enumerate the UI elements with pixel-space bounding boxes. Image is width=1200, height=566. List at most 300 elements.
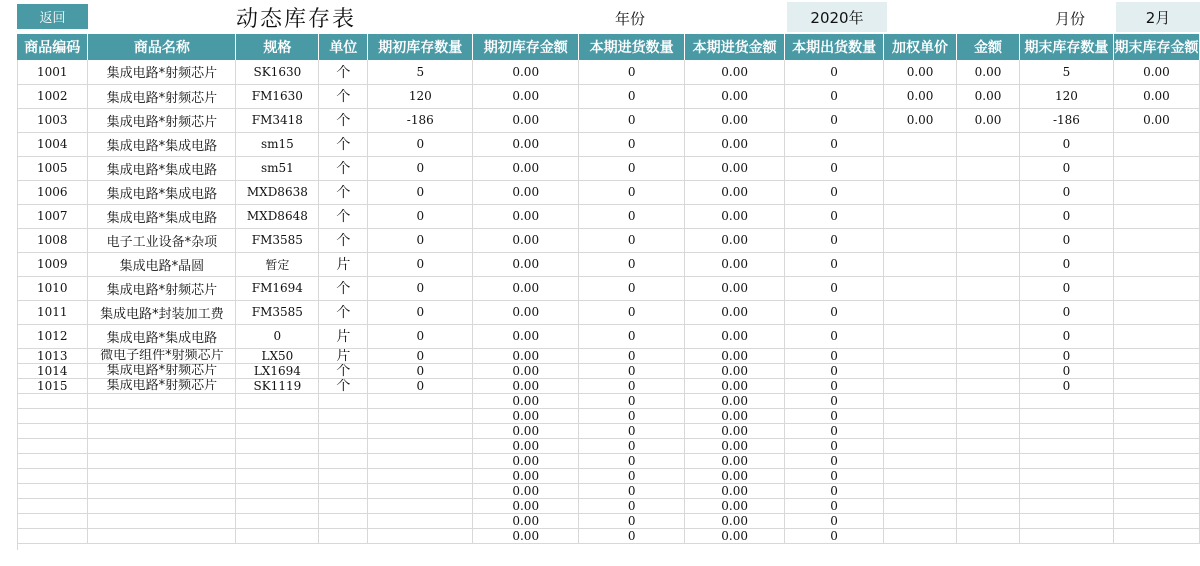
- cell-purchase-amount[interactable]: 0.00: [685, 453, 785, 468]
- cell-purchase-qty[interactable]: 0: [579, 108, 685, 132]
- cell-closing-amount[interactable]: [1113, 324, 1199, 348]
- cell-weighted-price[interactable]: [884, 300, 957, 324]
- cell-unit[interactable]: [319, 408, 368, 423]
- cell-opening-qty[interactable]: 0: [368, 132, 473, 156]
- table-row[interactable]: [17, 408, 1200, 423]
- cell-unit[interactable]: 个: [319, 204, 368, 228]
- cell-closing-amount[interactable]: [1113, 228, 1199, 252]
- cell-spec[interactable]: LX50: [236, 348, 319, 363]
- cell-closing-qty[interactable]: [1019, 423, 1113, 438]
- cell-name[interactable]: [88, 513, 236, 528]
- cell-closing-amount[interactable]: [1113, 453, 1199, 468]
- cell-purchase-qty[interactable]: 0: [579, 363, 685, 378]
- cell-shipment-qty[interactable]: 0: [785, 324, 884, 348]
- cell-code[interactable]: 1007: [17, 204, 88, 228]
- cell-spec[interactable]: [236, 513, 319, 528]
- cell-closing-amount[interactable]: [1113, 204, 1199, 228]
- col-header-spec[interactable]: 规格: [236, 34, 319, 60]
- cell-spec[interactable]: [236, 528, 319, 543]
- cell-purchase-qty[interactable]: 0: [579, 60, 685, 84]
- cell-unit[interactable]: 个: [319, 84, 368, 108]
- cell-purchase-amount[interactable]: 0.00: [685, 468, 785, 483]
- cell-closing-qty[interactable]: 0: [1019, 204, 1113, 228]
- cell-amount[interactable]: [957, 156, 1020, 180]
- table-row[interactable]: [17, 453, 1200, 468]
- cell-opening-amount[interactable]: 0.00: [473, 468, 579, 483]
- cell-name[interactable]: 集成电路*封装加工费: [88, 300, 236, 324]
- cell-closing-qty[interactable]: -186: [1019, 108, 1113, 132]
- cell-purchase-qty[interactable]: 0: [579, 528, 685, 543]
- cell-spec[interactable]: MXD8638: [236, 180, 319, 204]
- cell-name[interactable]: 集成电路*晶圆: [88, 252, 236, 276]
- cell-amount[interactable]: [957, 132, 1020, 156]
- cell-spec[interactable]: SK1119: [236, 378, 319, 393]
- cell-amount[interactable]: [957, 378, 1020, 393]
- cell-purchase-qty[interactable]: 0: [579, 453, 685, 468]
- table-row[interactable]: [17, 108, 1200, 132]
- cell-opening-qty[interactable]: 0: [368, 252, 473, 276]
- cell-purchase-qty[interactable]: 0: [579, 513, 685, 528]
- col-header-opening-amount[interactable]: 期初库存金额: [473, 34, 579, 60]
- cell-unit[interactable]: 个: [319, 132, 368, 156]
- cell-name[interactable]: [88, 408, 236, 423]
- cell-opening-qty[interactable]: [368, 423, 473, 438]
- col-header-purchase-amount[interactable]: 本期进货金额: [685, 34, 785, 60]
- cell-opening-amount[interactable]: 0.00: [473, 438, 579, 453]
- table-row[interactable]: [17, 498, 1200, 513]
- cell-spec[interactable]: [236, 393, 319, 408]
- cell-purchase-amount[interactable]: 0.00: [685, 60, 785, 84]
- cell-opening-amount[interactable]: 0.00: [473, 423, 579, 438]
- cell-name[interactable]: 微电子组件*射频芯片: [88, 348, 236, 363]
- table-row[interactable]: [17, 468, 1200, 483]
- cell-closing-amount[interactable]: [1113, 423, 1199, 438]
- cell-closing-qty[interactable]: [1019, 393, 1113, 408]
- cell-unit[interactable]: [319, 438, 368, 453]
- table-row[interactable]: [17, 378, 1200, 393]
- cell-closing-amount[interactable]: 0.00: [1113, 84, 1199, 108]
- cell-spec[interactable]: FM1694: [236, 276, 319, 300]
- cell-purchase-amount[interactable]: 0.00: [685, 300, 785, 324]
- cell-purchase-qty[interactable]: 0: [579, 204, 685, 228]
- cell-unit[interactable]: [319, 423, 368, 438]
- table-row[interactable]: [17, 132, 1200, 156]
- cell-opening-qty[interactable]: [368, 483, 473, 498]
- table-row[interactable]: [17, 363, 1200, 378]
- cell-shipment-qty[interactable]: 0: [785, 108, 884, 132]
- cell-code[interactable]: [17, 528, 88, 543]
- cell-closing-qty[interactable]: 0: [1019, 156, 1113, 180]
- cell-amount[interactable]: [957, 513, 1020, 528]
- cell-code[interactable]: 1004: [17, 132, 88, 156]
- table-row[interactable]: [17, 528, 1200, 543]
- cell-name[interactable]: 集成电路*射频芯片: [88, 276, 236, 300]
- cell-closing-qty[interactable]: [1019, 468, 1113, 483]
- cell-spec[interactable]: [236, 468, 319, 483]
- cell-purchase-amount[interactable]: 0.00: [685, 393, 785, 408]
- cell-amount[interactable]: [957, 468, 1020, 483]
- cell-opening-qty[interactable]: 0: [368, 300, 473, 324]
- cell-purchase-qty[interactable]: 0: [579, 156, 685, 180]
- cell-purchase-qty[interactable]: 0: [579, 180, 685, 204]
- cell-code[interactable]: 1015: [17, 378, 88, 393]
- cell-weighted-price[interactable]: [884, 324, 957, 348]
- cell-closing-amount[interactable]: 0.00: [1113, 108, 1199, 132]
- cell-closing-qty[interactable]: 0: [1019, 276, 1113, 300]
- cell-closing-qty[interactable]: [1019, 408, 1113, 423]
- cell-shipment-qty[interactable]: 0: [785, 252, 884, 276]
- cell-code[interactable]: [17, 393, 88, 408]
- cell-weighted-price[interactable]: 0.00: [884, 60, 957, 84]
- cell-weighted-price[interactable]: 0.00: [884, 84, 957, 108]
- cell-weighted-price[interactable]: [884, 483, 957, 498]
- cell-code[interactable]: 1003: [17, 108, 88, 132]
- cell-shipment-qty[interactable]: 0: [785, 468, 884, 483]
- cell-amount[interactable]: [957, 252, 1020, 276]
- cell-purchase-amount[interactable]: 0.00: [685, 156, 785, 180]
- cell-unit[interactable]: 个: [319, 108, 368, 132]
- col-header-closing-qty[interactable]: 期末库存数量: [1019, 34, 1113, 60]
- cell-purchase-amount[interactable]: 0.00: [685, 276, 785, 300]
- cell-code[interactable]: [17, 423, 88, 438]
- cell-purchase-amount[interactable]: 0.00: [685, 438, 785, 453]
- cell-unit[interactable]: 个: [319, 228, 368, 252]
- cell-unit[interactable]: 个: [319, 60, 368, 84]
- cell-opening-qty[interactable]: 0: [368, 348, 473, 363]
- cell-weighted-price[interactable]: [884, 468, 957, 483]
- cell-name[interactable]: 集成电路*集成电路: [88, 156, 236, 180]
- cell-shipment-qty[interactable]: 0: [785, 180, 884, 204]
- cell-unit[interactable]: 片: [319, 348, 368, 363]
- cell-closing-amount[interactable]: [1113, 513, 1199, 528]
- cell-purchase-qty[interactable]: 0: [579, 348, 685, 363]
- table-row[interactable]: [17, 180, 1200, 204]
- table-row[interactable]: [17, 348, 1200, 363]
- cell-closing-qty[interactable]: [1019, 483, 1113, 498]
- cell-purchase-amount[interactable]: 0.00: [685, 423, 785, 438]
- cell-spec[interactable]: MXD8648: [236, 204, 319, 228]
- cell-opening-qty[interactable]: 0: [368, 363, 473, 378]
- cell-closing-qty[interactable]: 0: [1019, 363, 1113, 378]
- cell-opening-amount[interactable]: 0.00: [473, 132, 579, 156]
- cell-opening-amount[interactable]: 0.00: [473, 324, 579, 348]
- cell-code[interactable]: [17, 438, 88, 453]
- cell-purchase-amount[interactable]: 0.00: [685, 528, 785, 543]
- table-row[interactable]: [17, 276, 1200, 300]
- cell-weighted-price[interactable]: [884, 228, 957, 252]
- cell-purchase-amount[interactable]: 0.00: [685, 498, 785, 513]
- cell-closing-qty[interactable]: 0: [1019, 324, 1113, 348]
- cell-spec[interactable]: sm15: [236, 132, 319, 156]
- cell-purchase-amount[interactable]: 0.00: [685, 84, 785, 108]
- cell-opening-amount[interactable]: 0.00: [473, 204, 579, 228]
- cell-opening-qty[interactable]: [368, 408, 473, 423]
- cell-purchase-amount[interactable]: 0.00: [685, 204, 785, 228]
- cell-amount[interactable]: [957, 180, 1020, 204]
- cell-opening-qty[interactable]: 0: [368, 156, 473, 180]
- cell-opening-amount[interactable]: 0.00: [473, 228, 579, 252]
- cell-opening-amount[interactable]: 0.00: [473, 60, 579, 84]
- cell-shipment-qty[interactable]: 0: [785, 393, 884, 408]
- cell-unit[interactable]: [319, 393, 368, 408]
- cell-opening-amount[interactable]: 0.00: [473, 108, 579, 132]
- cell-amount[interactable]: 0.00: [957, 84, 1020, 108]
- cell-code[interactable]: 1008: [17, 228, 88, 252]
- cell-unit[interactable]: 个: [319, 378, 368, 393]
- cell-weighted-price[interactable]: [884, 348, 957, 363]
- cell-code[interactable]: 1013: [17, 348, 88, 363]
- cell-code[interactable]: 1012: [17, 324, 88, 348]
- cell-opening-qty[interactable]: 0: [368, 228, 473, 252]
- cell-amount[interactable]: [957, 348, 1020, 363]
- cell-opening-amount[interactable]: 0.00: [473, 528, 579, 543]
- cell-name[interactable]: [88, 438, 236, 453]
- cell-shipment-qty[interactable]: 0: [785, 132, 884, 156]
- table-row[interactable]: [17, 423, 1200, 438]
- cell-unit[interactable]: 个: [319, 363, 368, 378]
- col-header-shipment-qty[interactable]: 本期出货数量: [785, 34, 884, 60]
- cell-opening-qty[interactable]: 120: [368, 84, 473, 108]
- table-row[interactable]: [17, 252, 1200, 276]
- cell-closing-amount[interactable]: [1113, 300, 1199, 324]
- cell-weighted-price[interactable]: [884, 528, 957, 543]
- cell-code[interactable]: 1001: [17, 60, 88, 84]
- cell-name[interactable]: [88, 498, 236, 513]
- cell-closing-amount[interactable]: [1113, 438, 1199, 453]
- cell-opening-qty[interactable]: [368, 513, 473, 528]
- cell-amount[interactable]: [957, 324, 1020, 348]
- cell-shipment-qty[interactable]: 0: [785, 156, 884, 180]
- cell-amount[interactable]: [957, 423, 1020, 438]
- cell-spec[interactable]: FM1630: [236, 84, 319, 108]
- cell-opening-qty[interactable]: [368, 438, 473, 453]
- cell-opening-qty[interactable]: 0: [368, 324, 473, 348]
- cell-amount[interactable]: [957, 498, 1020, 513]
- cell-opening-amount[interactable]: 0.00: [473, 252, 579, 276]
- cell-name[interactable]: 集成电路*集成电路: [88, 180, 236, 204]
- cell-spec[interactable]: [236, 438, 319, 453]
- cell-weighted-price[interactable]: [884, 156, 957, 180]
- cell-closing-amount[interactable]: [1113, 132, 1199, 156]
- cell-opening-qty[interactable]: 0: [368, 180, 473, 204]
- cell-purchase-amount[interactable]: 0.00: [685, 513, 785, 528]
- cell-shipment-qty[interactable]: 0: [785, 228, 884, 252]
- cell-shipment-qty[interactable]: 0: [785, 408, 884, 423]
- cell-unit[interactable]: 个: [319, 180, 368, 204]
- cell-spec[interactable]: FM3585: [236, 300, 319, 324]
- cell-weighted-price[interactable]: [884, 204, 957, 228]
- cell-unit[interactable]: [319, 483, 368, 498]
- cell-amount[interactable]: [957, 438, 1020, 453]
- cell-closing-amount[interactable]: [1113, 348, 1199, 363]
- cell-opening-qty[interactable]: 0: [368, 204, 473, 228]
- cell-purchase-amount[interactable]: 0.00: [685, 378, 785, 393]
- cell-shipment-qty[interactable]: 0: [785, 513, 884, 528]
- cell-amount[interactable]: [957, 300, 1020, 324]
- cell-spec[interactable]: sm51: [236, 156, 319, 180]
- cell-code[interactable]: [17, 483, 88, 498]
- cell-closing-amount[interactable]: [1113, 252, 1199, 276]
- cell-name[interactable]: [88, 528, 236, 543]
- cell-shipment-qty[interactable]: 0: [785, 423, 884, 438]
- cell-closing-amount[interactable]: [1113, 378, 1199, 393]
- cell-code[interactable]: 1006: [17, 180, 88, 204]
- cell-amount[interactable]: [957, 276, 1020, 300]
- table-row[interactable]: [17, 84, 1200, 108]
- cell-unit[interactable]: [319, 468, 368, 483]
- cell-name[interactable]: [88, 393, 236, 408]
- back-button[interactable]: 返回: [17, 4, 88, 29]
- col-header-purchase-qty[interactable]: 本期进货数量: [579, 34, 685, 60]
- cell-spec[interactable]: SK1630: [236, 60, 319, 84]
- cell-code[interactable]: 1011: [17, 300, 88, 324]
- cell-code[interactable]: 1002: [17, 84, 88, 108]
- cell-opening-amount[interactable]: 0.00: [473, 453, 579, 468]
- table-row[interactable]: [17, 483, 1200, 498]
- cell-spec[interactable]: [236, 483, 319, 498]
- cell-name[interactable]: 集成电路*射频芯片: [88, 363, 236, 378]
- cell-amount[interactable]: [957, 483, 1020, 498]
- cell-spec[interactable]: LX1694: [236, 363, 319, 378]
- cell-closing-qty[interactable]: 0: [1019, 378, 1113, 393]
- cell-purchase-amount[interactable]: 0.00: [685, 132, 785, 156]
- cell-opening-amount[interactable]: 0.00: [473, 156, 579, 180]
- cell-shipment-qty[interactable]: 0: [785, 276, 884, 300]
- cell-unit[interactable]: 个: [319, 300, 368, 324]
- cell-closing-qty[interactable]: [1019, 453, 1113, 468]
- col-header-code[interactable]: 商品编码: [17, 34, 88, 60]
- cell-spec[interactable]: [236, 453, 319, 468]
- cell-closing-qty[interactable]: 0: [1019, 348, 1113, 363]
- cell-weighted-price[interactable]: [884, 363, 957, 378]
- cell-weighted-price[interactable]: [884, 132, 957, 156]
- cell-purchase-amount[interactable]: 0.00: [685, 363, 785, 378]
- cell-name[interactable]: [88, 483, 236, 498]
- cell-purchase-amount[interactable]: 0.00: [685, 228, 785, 252]
- cell-closing-qty[interactable]: 5: [1019, 60, 1113, 84]
- cell-shipment-qty[interactable]: 0: [785, 438, 884, 453]
- cell-amount[interactable]: [957, 363, 1020, 378]
- cell-shipment-qty[interactable]: 0: [785, 60, 884, 84]
- cell-closing-qty[interactable]: 0: [1019, 252, 1113, 276]
- cell-opening-qty[interactable]: [368, 468, 473, 483]
- month-selector[interactable]: 2月: [1116, 2, 1200, 32]
- cell-shipment-qty[interactable]: 0: [785, 528, 884, 543]
- cell-weighted-price[interactable]: [884, 378, 957, 393]
- cell-closing-amount[interactable]: [1113, 528, 1199, 543]
- cell-closing-qty[interactable]: [1019, 498, 1113, 513]
- cell-weighted-price[interactable]: [884, 453, 957, 468]
- cell-weighted-price[interactable]: [884, 423, 957, 438]
- table-row[interactable]: [17, 204, 1200, 228]
- cell-weighted-price[interactable]: [884, 498, 957, 513]
- cell-spec[interactable]: [236, 408, 319, 423]
- cell-purchase-qty[interactable]: 0: [579, 378, 685, 393]
- cell-weighted-price[interactable]: [884, 438, 957, 453]
- cell-amount[interactable]: [957, 204, 1020, 228]
- cell-unit[interactable]: 个: [319, 276, 368, 300]
- cell-opening-amount[interactable]: 0.00: [473, 348, 579, 363]
- cell-spec[interactable]: [236, 423, 319, 438]
- cell-closing-qty[interactable]: 0: [1019, 132, 1113, 156]
- cell-name[interactable]: 集成电路*集成电路: [88, 204, 236, 228]
- cell-purchase-qty[interactable]: 0: [579, 483, 685, 498]
- cell-closing-amount[interactable]: [1113, 393, 1199, 408]
- cell-purchase-qty[interactable]: 0: [579, 324, 685, 348]
- cell-purchase-amount[interactable]: 0.00: [685, 408, 785, 423]
- cell-spec[interactable]: [236, 498, 319, 513]
- cell-shipment-qty[interactable]: 0: [785, 363, 884, 378]
- cell-amount[interactable]: 0.00: [957, 60, 1020, 84]
- cell-code[interactable]: [17, 513, 88, 528]
- table-row[interactable]: [17, 513, 1200, 528]
- col-header-amount[interactable]: 金额: [957, 34, 1020, 60]
- cell-weighted-price[interactable]: 0.00: [884, 108, 957, 132]
- cell-unit[interactable]: 片: [319, 324, 368, 348]
- cell-closing-qty[interactable]: [1019, 438, 1113, 453]
- cell-opening-qty[interactable]: -186: [368, 108, 473, 132]
- cell-name[interactable]: [88, 423, 236, 438]
- cell-shipment-qty[interactable]: 0: [785, 204, 884, 228]
- cell-code[interactable]: 1010: [17, 276, 88, 300]
- col-header-unit[interactable]: 单位: [319, 34, 368, 60]
- cell-unit[interactable]: [319, 453, 368, 468]
- cell-name[interactable]: 集成电路*射频芯片: [88, 60, 236, 84]
- cell-code[interactable]: [17, 498, 88, 513]
- cell-name[interactable]: 集成电路*射频芯片: [88, 108, 236, 132]
- cell-amount[interactable]: [957, 393, 1020, 408]
- table-row[interactable]: [17, 393, 1200, 408]
- cell-closing-amount[interactable]: [1113, 498, 1199, 513]
- cell-opening-amount[interactable]: 0.00: [473, 84, 579, 108]
- cell-name[interactable]: 集成电路*集成电路: [88, 324, 236, 348]
- cell-code[interactable]: [17, 408, 88, 423]
- table-row[interactable]: [17, 300, 1200, 324]
- cell-opening-amount[interactable]: 0.00: [473, 498, 579, 513]
- cell-opening-amount[interactable]: 0.00: [473, 483, 579, 498]
- table-row[interactable]: [17, 324, 1200, 348]
- cell-name[interactable]: [88, 453, 236, 468]
- cell-closing-amount[interactable]: [1113, 363, 1199, 378]
- cell-purchase-qty[interactable]: 0: [579, 84, 685, 108]
- cell-unit[interactable]: 片: [319, 252, 368, 276]
- cell-opening-amount[interactable]: 0.00: [473, 180, 579, 204]
- cell-name[interactable]: [88, 468, 236, 483]
- cell-opening-qty[interactable]: 0: [368, 378, 473, 393]
- cell-opening-amount[interactable]: 0.00: [473, 513, 579, 528]
- table-row[interactable]: [17, 438, 1200, 453]
- cell-closing-amount[interactable]: [1113, 276, 1199, 300]
- col-header-name[interactable]: 商品名称: [88, 34, 236, 60]
- col-header-opening-qty[interactable]: 期初库存数量: [368, 34, 473, 60]
- cell-code[interactable]: [17, 468, 88, 483]
- cell-shipment-qty[interactable]: 0: [785, 498, 884, 513]
- cell-weighted-price[interactable]: [884, 252, 957, 276]
- cell-code[interactable]: 1014: [17, 363, 88, 378]
- cell-weighted-price[interactable]: [884, 393, 957, 408]
- cell-opening-amount[interactable]: 0.00: [473, 393, 579, 408]
- col-header-weighted-price[interactable]: 加权单价: [884, 34, 957, 60]
- table-row[interactable]: [17, 228, 1200, 252]
- table-row[interactable]: [17, 60, 1200, 84]
- cell-opening-amount[interactable]: 0.00: [473, 276, 579, 300]
- cell-purchase-amount[interactable]: 0.00: [685, 483, 785, 498]
- cell-opening-amount[interactable]: 0.00: [473, 408, 579, 423]
- cell-weighted-price[interactable]: [884, 180, 957, 204]
- cell-unit[interactable]: [319, 498, 368, 513]
- cell-opening-qty[interactable]: 0: [368, 276, 473, 300]
- cell-opening-qty[interactable]: 5: [368, 60, 473, 84]
